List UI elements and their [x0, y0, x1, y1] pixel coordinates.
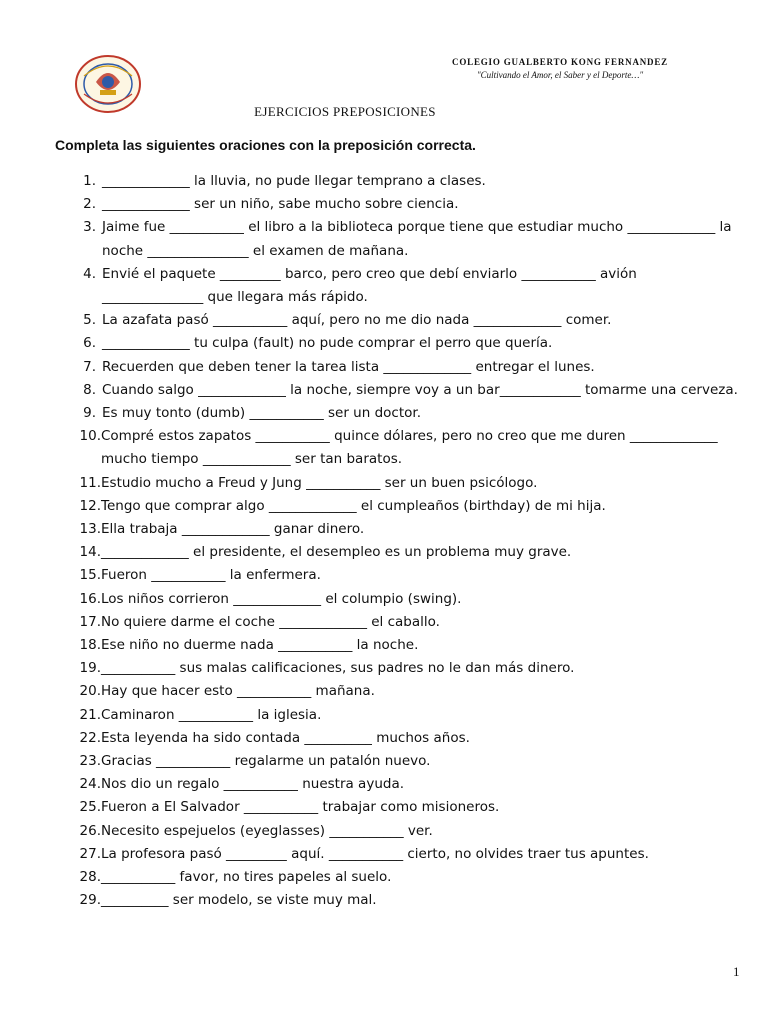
- exercise-item: [0, 170, 742, 193]
- exercise-item: [0, 379, 742, 402]
- exercise-number: 8.: [83, 381, 96, 398]
- exercise-item: [0, 727, 741, 750]
- exercise-text: Necesito espejuelos (eyeglasses) ___________ ver.: [101, 822, 433, 839]
- exercise-number: 24.: [79, 776, 101, 793]
- exercise-text: Es muy tonto (dumb) ___________ ser un doctor.: [102, 405, 421, 422]
- exercise-text: Compré estos zapatos ___________ quince dólares, pero no creo que me duren _____________ mucho tiempo _____________ ser tan baratos.: [101, 428, 718, 468]
- exercise-item: [0, 425, 741, 471]
- exercise-text: No quiere darme el coche _____________ el caballo.: [101, 613, 440, 630]
- exercise-number: 27.: [79, 845, 101, 862]
- exercise-item: [0, 332, 742, 355]
- school-name: COLEGIO GUALBERTO KONG FERNANDEZ: [452, 57, 668, 67]
- instructions: Completa las siguientes oraciones con la preposición correcta.: [55, 137, 476, 153]
- page-number: 1: [733, 964, 740, 979]
- exercise-item: [0, 588, 741, 611]
- exercise-text: Recuerden que deben tener la tarea lista _____________ entregar el lunes.: [102, 358, 595, 375]
- exercise-item: [0, 820, 741, 843]
- exercise-text: Ella trabaja _____________ ganar dinero.: [101, 521, 365, 538]
- exercise-item: [0, 356, 742, 379]
- exercise-number: 7.: [83, 358, 96, 375]
- exercise-number: 28.: [79, 869, 101, 886]
- exercise-number: 25.: [79, 799, 101, 816]
- exercise-number: 5.: [83, 312, 96, 329]
- exercise-number: 9.: [83, 405, 96, 422]
- exercise-text: Fueron ___________ la enfermera.: [101, 567, 321, 584]
- exercise-item: [0, 309, 742, 332]
- exercise-item: [0, 518, 741, 541]
- exercise-item: [0, 657, 741, 680]
- exercise-item: [0, 216, 742, 262]
- exercise-number: 6.: [83, 335, 96, 352]
- exercise-item: [0, 773, 741, 796]
- exercise-item: [0, 796, 741, 819]
- exercise-number: 19.: [79, 660, 101, 677]
- exercise-text: Gracias ___________ regalarme un patalón nuevo.: [101, 753, 431, 770]
- exercise-item: [0, 263, 742, 309]
- exercise-text: Tengo que comprar algo _____________ el cumpleaños (birthday) de mi hija.: [101, 497, 606, 514]
- exercise-item: [0, 680, 741, 703]
- exercise-number: 18.: [79, 637, 101, 654]
- exercise-number: 22.: [79, 729, 101, 746]
- exercise-text: _____________ ser un niño, sabe mucho sobre ciencia.: [102, 196, 459, 213]
- exercise-text: _____________ tu culpa (fault) no pude comprar el perro que quería.: [102, 335, 553, 352]
- exercise-number: 29.: [79, 892, 101, 909]
- exercise-item: [0, 402, 742, 425]
- exercise-number: 14.: [79, 544, 101, 561]
- exercise-text: Nos dio un regalo ___________ nuestra ayuda.: [101, 776, 405, 793]
- exercise-number: 11.: [79, 474, 101, 491]
- exercise-number: 1.: [83, 173, 96, 189]
- exercise-number: 16.: [79, 590, 101, 607]
- exercise-item: [0, 634, 741, 657]
- exercise-item: [0, 611, 741, 634]
- exercise-text: Estudio mucho a Freud y Jung ___________ ser un buen psicólogo.: [101, 474, 538, 491]
- exercise-number: 10.: [79, 428, 101, 445]
- exercise-text: Ese niño no duerme nada ___________ la noche.: [101, 637, 419, 654]
- exercise-list: [0, 170, 768, 913]
- page-title: EJERCICIOS PREPOSICIONES: [254, 104, 436, 119]
- exercise-text: ___________ sus malas calificaciones, sus padres no le dan más dinero.: [101, 660, 575, 677]
- school-header: [420, 57, 700, 80]
- exercise-number: 3.: [83, 219, 96, 236]
- exercise-item: [0, 866, 741, 889]
- exercise-text: ___________ favor, no tires papeles al suelo.: [101, 869, 392, 886]
- exercise-number: 4.: [83, 265, 96, 282]
- exercise-item: [0, 843, 741, 866]
- exercise-number: 17.: [79, 613, 101, 630]
- exercise-text: La azafata pasó ___________ aquí, pero no me dio nada _____________ comer.: [102, 312, 612, 329]
- exercise-item: [0, 704, 741, 727]
- exercise-text: La profesora pasó _________ aquí. ___________ cierto, no olvides traer tus apuntes.: [101, 845, 649, 862]
- exercise-item: [0, 750, 741, 773]
- school-motto: "Cultivando el Amor, el Saber y el Deporte…": [476, 70, 644, 80]
- exercise-text: Caminaron ___________ la iglesia.: [101, 706, 322, 723]
- exercise-text: Jaime fue ___________ el libro a la biblioteca porque tiene que estudiar mucho _____________ la noche _______________ el examen de mañana.: [102, 219, 732, 259]
- exercise-text: _____________ la lluvia, no pude llegar temprano a clases.: [102, 173, 486, 189]
- exercise-text: Los niños corrieron _____________ el columpio (swing).: [101, 590, 462, 607]
- exercise-text: Esta leyenda ha sido contada __________ muchos años.: [101, 729, 470, 746]
- exercise-item: [0, 472, 741, 495]
- exercise-number: 20.: [79, 683, 101, 700]
- exercise-number: 23.: [79, 753, 101, 770]
- exercise-text: _____________ el presidente, el desempleo es un problema muy grave.: [101, 544, 572, 561]
- exercise-number: 26.: [79, 822, 101, 839]
- exercise-number: 13.: [79, 521, 101, 538]
- exercise-item: [0, 495, 741, 518]
- exercise-number: 15.: [79, 567, 101, 584]
- exercise-item: [0, 564, 741, 587]
- exercise-number: 2.: [83, 196, 96, 213]
- exercise-item: [0, 541, 741, 564]
- exercise-item: [0, 193, 742, 216]
- exercise-text: Envié el paquete _________ barco, pero creo que debí enviarlo ___________ avión _______________ que llegara más rápido.: [102, 265, 637, 306]
- exercise-text: Hay que hacer esto ___________ mañana.: [101, 683, 375, 700]
- exercise-number: 21.: [79, 706, 101, 723]
- exercise-item: [0, 889, 741, 912]
- exercise-text: Fueron a El Salvador ___________ trabajar como misioneros.: [101, 799, 500, 816]
- exercise-number: 12.: [79, 497, 101, 514]
- exercise-text: __________ ser modelo, se viste muy mal.: [101, 892, 377, 909]
- exercise-text: Cuando salgo _____________ la noche, siempre voy a un bar____________ tomarme una cerveza.: [102, 381, 738, 398]
